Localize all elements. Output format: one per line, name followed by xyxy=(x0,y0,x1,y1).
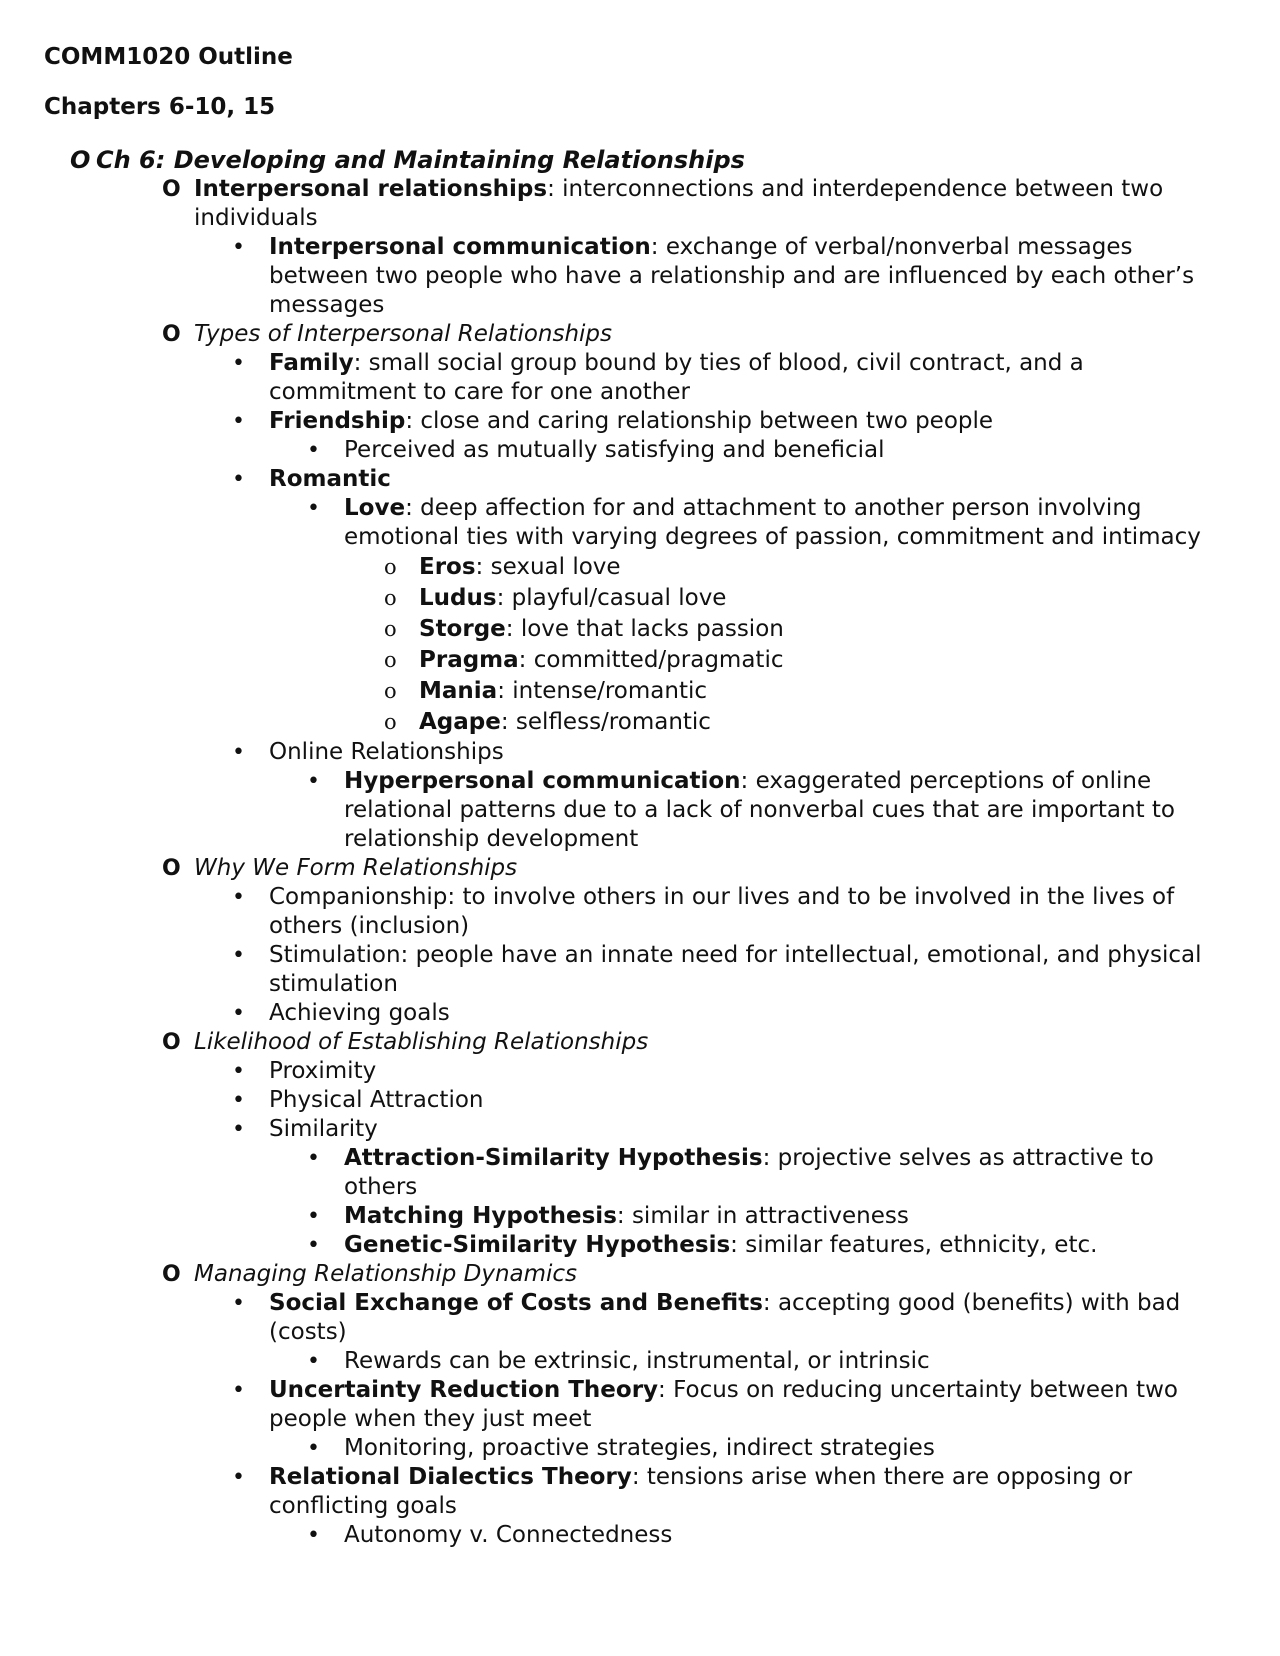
bullet-marker-icon: • xyxy=(307,1204,320,1229)
outline-item-text xyxy=(269,1057,1232,1086)
bullet-marker-icon: • xyxy=(307,1523,320,1548)
bullet-marker-icon: • xyxy=(307,438,320,463)
ring-marker-icon: O xyxy=(162,1262,181,1287)
outline-description: : exchange of verbal/nonverbal messages between two people who have a relationship and are influenced by each other’s messages xyxy=(269,234,1195,318)
ring-marker-icon: O xyxy=(162,856,181,881)
bullet-marker-icon: • xyxy=(232,1465,245,1490)
bullet-marker-icon: • xyxy=(307,1436,320,1461)
outline-item-text xyxy=(344,1202,1232,1231)
bullet-marker-icon: • xyxy=(232,1291,245,1316)
bullet-marker-icon: • xyxy=(307,496,320,521)
ring-marker-icon: O xyxy=(70,146,91,174)
outline-description: : love that lacks passion xyxy=(505,616,784,642)
outline-item-text xyxy=(419,645,1232,676)
outline-description: Autonomy v. Connectedness xyxy=(344,1522,673,1548)
outline-item-text xyxy=(269,941,1232,999)
outline-term: Eros xyxy=(419,554,476,580)
outline-term: Types of Interpersonal Relationships xyxy=(194,321,613,347)
outline-item-text xyxy=(269,1115,1232,1144)
outline-item-text xyxy=(269,349,1232,407)
outline-description: Monitoring, proactive strategies, indirect strategies xyxy=(344,1435,935,1461)
bullet-marker-icon: • xyxy=(232,409,245,434)
outline-item-text xyxy=(419,707,1232,738)
document-title: COMM1020 Outline xyxy=(44,44,293,70)
outline-item xyxy=(0,175,1280,233)
outline-item xyxy=(0,1434,1280,1463)
outline-list xyxy=(0,146,1280,1550)
outline-description: Similarity xyxy=(269,1116,378,1142)
outline-item-text xyxy=(344,1144,1232,1202)
outline-item xyxy=(0,1202,1280,1231)
outline-term: Managing Relationship Dynamics xyxy=(194,1261,578,1287)
circle-marker-icon: o xyxy=(384,710,397,734)
outline-item xyxy=(0,645,1280,676)
bullet-marker-icon: • xyxy=(232,1059,245,1084)
circle-marker-icon: o xyxy=(384,586,397,610)
outline-item xyxy=(0,614,1280,645)
outline-item xyxy=(0,1260,1280,1289)
circle-marker-icon: o xyxy=(384,679,397,703)
outline-item xyxy=(0,707,1280,738)
circle-marker-icon: o xyxy=(384,617,397,641)
outline-description: : small social group bound by ties of blood, civil contract, and a commitment to care for one another xyxy=(269,350,1084,405)
outline-item-text xyxy=(344,436,1232,465)
outline-item xyxy=(0,407,1280,436)
outline-item-text xyxy=(344,1434,1232,1463)
outline-item xyxy=(0,583,1280,614)
outline-item xyxy=(0,1289,1280,1347)
outline-item-text xyxy=(419,552,1232,583)
outline-description: Physical Attraction xyxy=(269,1087,484,1113)
outline-item xyxy=(0,941,1280,999)
outline-term: Attraction-Similarity Hypothesis xyxy=(344,1145,763,1171)
outline-item xyxy=(0,999,1280,1028)
outline-item xyxy=(0,854,1280,883)
outline-description: : Focus on reducing uncertainty between two people when they just meet xyxy=(269,1377,1178,1432)
outline-description: Perceived as mutually satisfying and beneficial xyxy=(344,437,885,463)
document-subtitle: Chapters 6-10, 15 xyxy=(44,94,276,120)
outline-item xyxy=(0,1057,1280,1086)
bullet-marker-icon: • xyxy=(307,1349,320,1374)
outline-item xyxy=(0,349,1280,407)
outline-item-text xyxy=(269,1376,1232,1434)
outline-description: : similar features, ethnicity, etc. xyxy=(730,1232,1098,1258)
outline-item xyxy=(0,1463,1280,1521)
bullet-marker-icon: • xyxy=(307,769,320,794)
bullet-marker-icon: • xyxy=(232,740,245,765)
outline-term: Likelihood of Establishing Relationships xyxy=(194,1029,649,1055)
outline-term: Social Exchange of Costs and Benefits xyxy=(269,1290,763,1316)
bullet-marker-icon: • xyxy=(232,1378,245,1403)
outline-term: Ch 6: Developing and Maintaining Relationships xyxy=(96,146,745,174)
bullet-marker-icon: • xyxy=(232,1001,245,1026)
outline-term: Relational Dialectics Theory xyxy=(269,1464,632,1490)
outline-term: Family xyxy=(269,350,354,376)
outline-item xyxy=(0,767,1280,854)
outline-description: : interconnections and interdependence between two individuals xyxy=(194,176,1164,231)
outline-term: Genetic-Similarity Hypothesis xyxy=(344,1232,731,1258)
bullet-marker-icon: • xyxy=(232,1088,245,1113)
circle-marker-icon: o xyxy=(384,648,397,672)
outline-item xyxy=(0,1347,1280,1376)
outline-item-text xyxy=(269,999,1232,1028)
outline-description: : committed/pragmatic xyxy=(518,647,784,673)
outline-term: Mania xyxy=(419,678,498,704)
outline-item-text xyxy=(344,767,1232,854)
ring-marker-icon: O xyxy=(162,1030,181,1055)
outline-description: : similar in attractiveness xyxy=(616,1203,909,1229)
bullet-marker-icon: • xyxy=(232,1117,245,1142)
outline-description: : accepting good (benefits) with bad (costs) xyxy=(269,1290,1181,1345)
outline-item-text xyxy=(269,465,1232,494)
bullet-marker-icon: • xyxy=(232,885,245,910)
outline-item-text xyxy=(344,1347,1232,1376)
outline-item xyxy=(0,1115,1280,1144)
outline-item xyxy=(0,494,1280,552)
outline-term: Friendship xyxy=(269,408,406,434)
outline-item-text xyxy=(269,233,1232,320)
outline-item-text xyxy=(194,854,1232,883)
outline-term: Love xyxy=(344,495,406,521)
outline-description: : exaggerated perceptions of online relational patterns due to a lack of nonverbal cues that are important to relationship development xyxy=(344,768,1175,852)
outline-term: Ludus xyxy=(419,585,497,611)
outline-item xyxy=(0,1521,1280,1550)
outline-item xyxy=(0,1144,1280,1202)
outline-description: : selfless/romantic xyxy=(500,709,711,735)
outline-item-text xyxy=(194,320,1232,349)
outline-item xyxy=(0,552,1280,583)
outline-item-text xyxy=(419,614,1232,645)
outline-term: Why We Form Relationships xyxy=(194,855,518,881)
outline-description: : sexual love xyxy=(475,554,621,580)
bullet-marker-icon: • xyxy=(307,1146,320,1171)
outline-item-text xyxy=(344,494,1232,552)
outline-item xyxy=(0,1231,1280,1260)
outline-item-text xyxy=(194,1260,1232,1289)
outline-term: Uncertainty Reduction Theory xyxy=(269,1377,659,1403)
outline-item-text xyxy=(419,583,1232,614)
outline-item xyxy=(0,1028,1280,1057)
outline-item xyxy=(0,320,1280,349)
outline-item-text xyxy=(269,1086,1232,1115)
outline-item xyxy=(0,738,1280,767)
outline-description: : tensions arise when there are opposing or conflicting goals xyxy=(269,1464,1133,1519)
outline-term: Interpersonal relationships xyxy=(194,176,548,202)
bullet-marker-icon: • xyxy=(232,351,245,376)
outline-item xyxy=(0,1086,1280,1115)
outline-term: Storge xyxy=(419,616,506,642)
outline-item-text xyxy=(96,146,1232,175)
outline-item-text xyxy=(194,175,1232,233)
outline-item-text xyxy=(269,738,1232,767)
outline-description: : playful/casual love xyxy=(496,585,727,611)
outline-item-text xyxy=(194,1028,1232,1057)
outline-item xyxy=(0,146,1280,175)
outline-item-text xyxy=(419,676,1232,707)
outline-description: Achieving goals xyxy=(269,1000,450,1026)
outline-item-text xyxy=(269,1463,1232,1521)
bullet-marker-icon: • xyxy=(232,235,245,260)
outline-item xyxy=(0,1376,1280,1434)
outline-item-text xyxy=(344,1231,1232,1260)
outline-item-text xyxy=(269,407,1232,436)
outline-term: Agape xyxy=(419,709,501,735)
outline-description: Companionship: to involve others in our lives and to be involved in the lives of others (inclusion) xyxy=(269,884,1175,939)
outline-term: Pragma xyxy=(419,647,519,673)
outline-term: Matching Hypothesis xyxy=(344,1203,617,1229)
outline-description: : deep affection for and attachment to another person involving emotional ties with varying degrees of passion, commitment and intimacy xyxy=(344,495,1201,550)
ring-marker-icon: O xyxy=(162,322,181,347)
bullet-marker-icon: • xyxy=(307,1233,320,1258)
outline-description: : close and caring relationship between two people xyxy=(405,408,994,434)
circle-marker-icon: o xyxy=(384,555,397,579)
outline-item xyxy=(0,436,1280,465)
outline-description: : projective selves as attractive to others xyxy=(344,1145,1154,1200)
bullet-marker-icon: • xyxy=(232,943,245,968)
outline-item xyxy=(0,676,1280,707)
bullet-marker-icon: • xyxy=(232,467,245,492)
outline-item-text xyxy=(344,1521,1232,1550)
outline-item-text xyxy=(269,1289,1232,1347)
outline-item-text xyxy=(269,883,1232,941)
outline-term: Romantic xyxy=(269,466,391,492)
outline-description: Proximity xyxy=(269,1058,377,1084)
outline-description: Rewards can be extrinsic, instrumental, or intrinsic xyxy=(344,1348,930,1374)
outline-term: Interpersonal communication xyxy=(269,234,651,260)
outline-item xyxy=(0,883,1280,941)
outline-item xyxy=(0,233,1280,320)
outline-description: Online Relationships xyxy=(269,739,504,765)
outline-term: Hyperpersonal communication xyxy=(344,768,741,794)
outline-description: Stimulation: people have an innate need for intellectual, emotional, and physical stimulation xyxy=(269,942,1202,997)
outline-item xyxy=(0,465,1280,494)
ring-marker-icon: O xyxy=(162,177,181,202)
outline-description: : intense/romantic xyxy=(497,678,707,704)
